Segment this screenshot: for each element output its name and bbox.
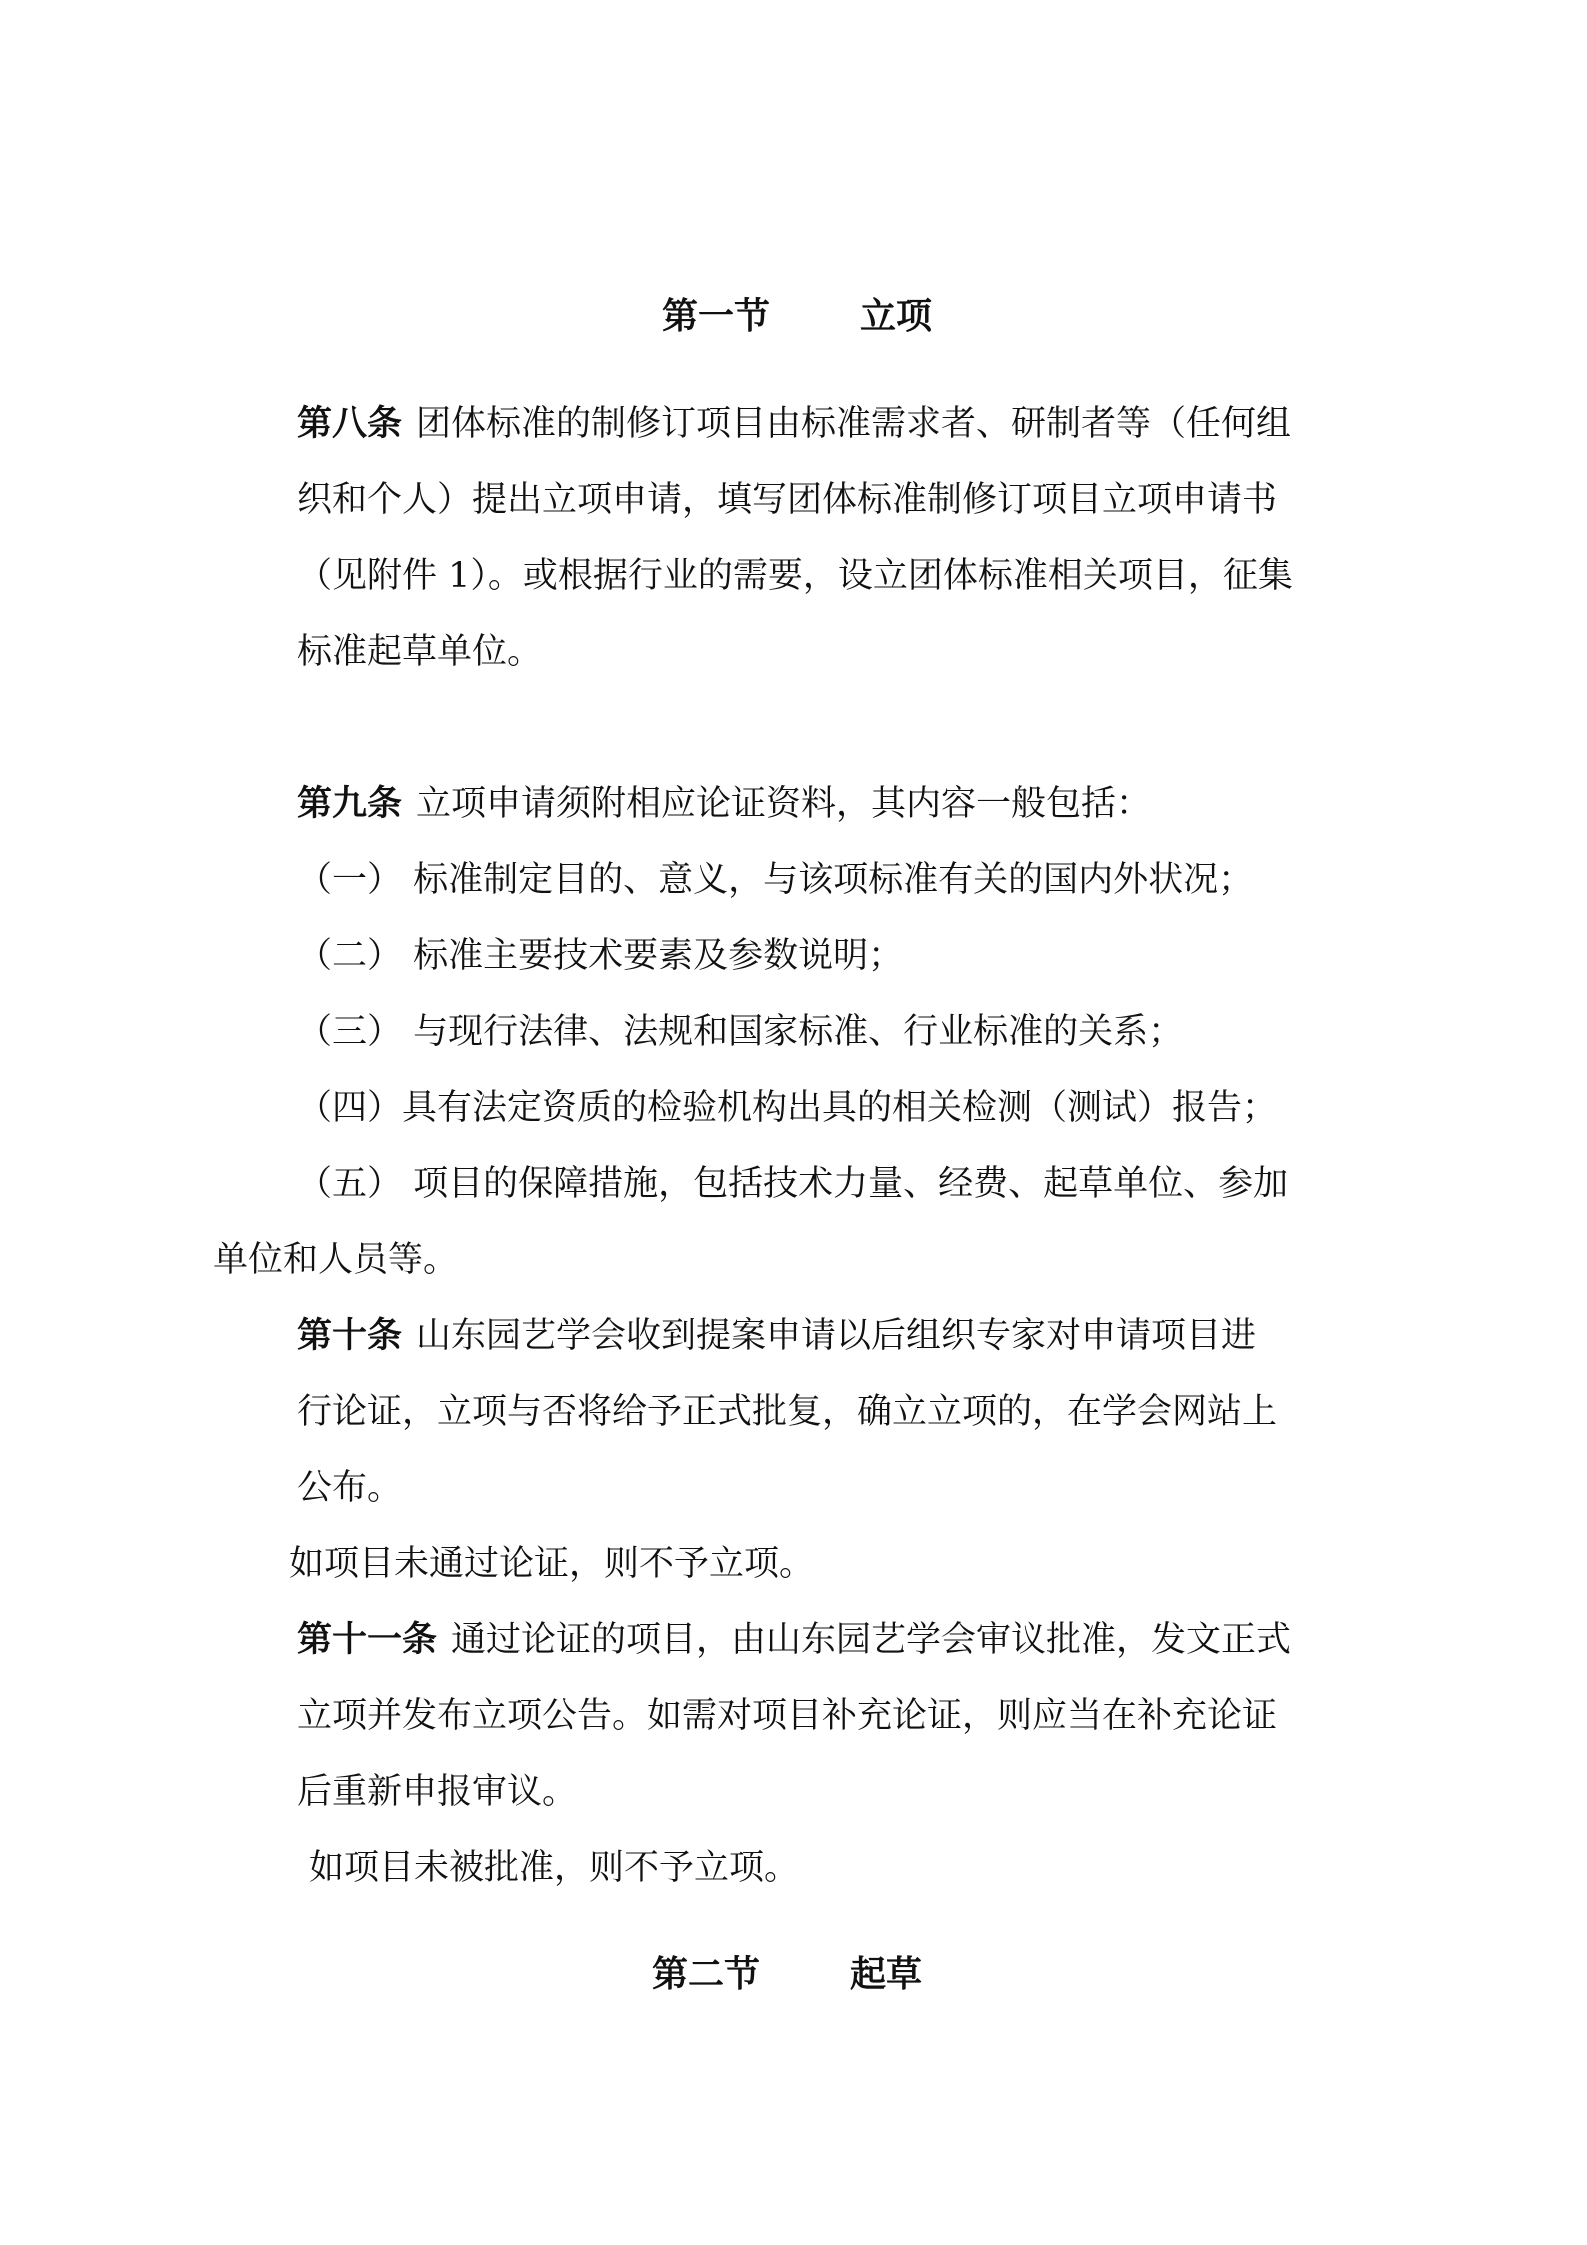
section-label: 第二节	[652, 1953, 761, 1995]
article-label: 第八条	[297, 403, 403, 444]
article-9-item-2: （二） 标准主要技术要素及参数说明；	[297, 936, 904, 976]
article-9-item-5-continuation: 单位和人员等。	[213, 1240, 459, 1280]
article-label: 第十条	[297, 1315, 403, 1356]
article-9-item-5: （五） 项目的保障措施，包括技术力量、经费、起草单位、参加	[297, 1164, 1289, 1204]
section-heading-2	[652, 1952, 922, 1996]
article-9-item-3: （三） 与现行法律、法规和国家标准、行业标准的关系；	[297, 1012, 1184, 1052]
article-text: 山东园艺学会收到提案申请以后组织专家对申请项目进	[416, 1316, 1257, 1356]
article-8-line-2: 织和个人）提出立项申请，填写团体标准制修订项目立项申请书	[297, 480, 1278, 520]
section-name: 立项	[860, 295, 933, 337]
section-name: 起草	[850, 1953, 923, 1995]
section-label: 第一节	[662, 295, 771, 337]
article-text: 团体标准的制修订项目由标准需求者、研制者等（任何组	[416, 404, 1292, 444]
article-8-line-3: （见附件 1）。或根据行业的需要，设立团体标准相关项目，征集	[297, 556, 1293, 596]
article-11-note: 如项目未被批准，则不予立项。	[309, 1848, 800, 1888]
article-9-intro	[297, 782, 1151, 826]
article-11-line-3: 后重新申报审议。	[297, 1772, 578, 1812]
article-text: 立项申请须附相应论证资料，其内容一般包括：	[416, 784, 1152, 824]
article-11-line-2: 立项并发布立项公告。如需对项目补充论证，则应当在补充论证	[297, 1696, 1278, 1736]
article-10-line-2: 行论证，立项与否将给予正式批复，确立立项的，在学会网站上	[297, 1392, 1278, 1432]
article-text: 通过论证的项目，由山东园艺学会审议批准，发文正式	[451, 1620, 1292, 1660]
article-label: 第九条	[297, 783, 403, 824]
article-9-item-1: （一） 标准制定目的、意义，与该项标准有关的国内外状况；	[297, 860, 1254, 900]
article-10-note: 如项目未通过论证，则不予立项。	[289, 1544, 815, 1584]
article-9-item-4: （四）具有法定资质的检验机构出具的相关检测（测试）报告；	[297, 1088, 1278, 1128]
article-10-line-1	[297, 1314, 1256, 1358]
article-10-line-3: 公布。	[297, 1468, 403, 1508]
article-11-line-1	[297, 1618, 1291, 1662]
article-8-line-1	[297, 402, 1291, 446]
section-heading-1	[662, 294, 932, 338]
article-label: 第十一条	[297, 1619, 438, 1660]
article-8-line-4: 标准起草单位。	[297, 632, 543, 672]
